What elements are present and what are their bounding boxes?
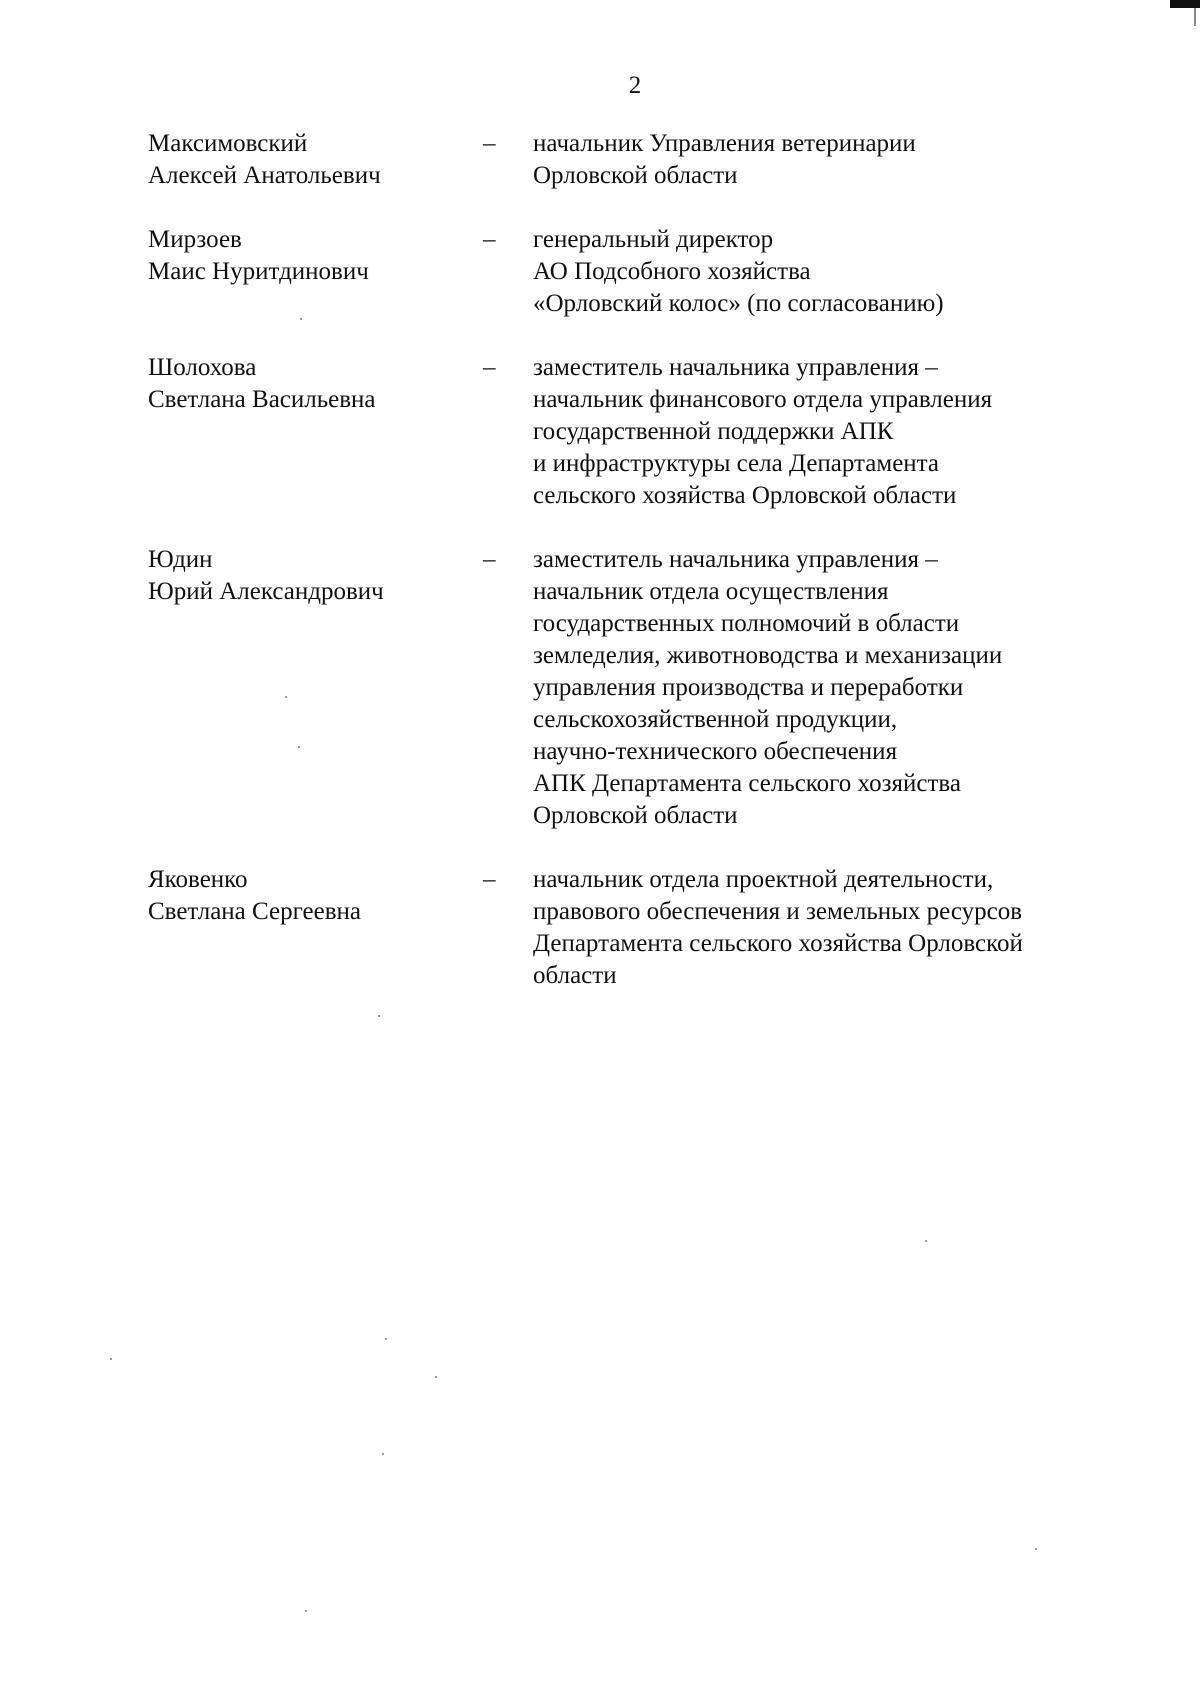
position-line: Департамента сельского хозяйства Орловской: [533, 930, 1023, 957]
member-name: [148, 544, 468, 608]
scan-speck: [285, 696, 287, 698]
dash-separator: –: [483, 130, 496, 157]
position-line: Орловской области: [533, 802, 738, 829]
position-line: генеральный директор: [533, 226, 774, 253]
scan-speck: [298, 746, 300, 748]
position-line: государственной поддержки АПК: [533, 418, 894, 445]
position-line: государственных полномочий в области: [533, 610, 960, 637]
dash-separator: –: [483, 354, 496, 381]
dash-separator: –: [483, 226, 496, 253]
scan-speck: [385, 1338, 387, 1340]
member-name: [148, 224, 468, 288]
dash-separator: –: [483, 866, 496, 893]
position-line: начальник отдела осуществления: [533, 578, 889, 605]
scan-speck: [305, 1610, 307, 1612]
scan-speck: [382, 1453, 384, 1455]
member-position: [533, 352, 1113, 512]
scan-speck: [925, 1240, 927, 1242]
position-line: управления производства и переработки: [533, 674, 964, 701]
name-line: Юрий Александрович: [148, 578, 384, 605]
position-line: начальник Управления ветеринарии: [533, 130, 916, 157]
member-name: [148, 864, 468, 928]
scan-corner-mark: [1170, 0, 1200, 8]
scan-speck: [300, 318, 302, 320]
position-line: «Орловский колос» (по согласованию): [533, 290, 944, 317]
position-line: АПК Департамента сельского хозяйства: [533, 770, 961, 797]
scan-speck: [378, 1015, 380, 1017]
position-line: заместитель начальника управления –: [533, 354, 938, 381]
page-number: 2: [628, 72, 642, 99]
position-line: заместитель начальника управления –: [533, 546, 938, 573]
name-line: Яковенко: [148, 866, 248, 893]
name-line: Шолохова: [148, 354, 257, 381]
member-position: [533, 544, 1113, 832]
position-line: начальник финансового отдела управления: [533, 386, 993, 413]
position-line: правового обеспечения и земельных ресурсов: [533, 898, 1023, 925]
name-line: Юдин: [148, 546, 213, 573]
dash-separator: –: [483, 546, 496, 573]
position-line: сельскохозяйственной продукции,: [533, 706, 898, 733]
name-line: Светлана Сергеевна: [148, 898, 362, 925]
position-line: области: [533, 962, 617, 989]
position-line: сельского хозяйства Орловской области: [533, 482, 957, 509]
scan-speck: [110, 1358, 112, 1360]
position-line: Орловской области: [533, 162, 738, 189]
name-line: Алексей Анатольевич: [148, 162, 381, 189]
name-line: Мирзоев: [148, 226, 242, 253]
name-line: Максимовский: [148, 130, 308, 157]
position-line: начальник отдела проектной деятельности,: [533, 866, 994, 893]
member-name: [148, 128, 468, 192]
scan-edge-line: [1194, 8, 1196, 26]
name-line: Светлана Васильевна: [148, 386, 376, 413]
member-position: [533, 224, 1113, 320]
position-line: АО Подсобного хозяйства: [533, 258, 811, 285]
name-line: Маис Нуритдинович: [148, 258, 369, 285]
position-line: научно-технического обеспечения: [533, 738, 898, 765]
scan-speck: [435, 1376, 437, 1378]
member-name: [148, 352, 468, 416]
scan-speck: [1035, 1548, 1037, 1550]
member-position: [533, 864, 1113, 992]
member-position: [533, 128, 1113, 192]
position-line: земледелия, животноводства и механизации: [533, 642, 1003, 669]
position-line: и инфраструктуры села Департамента: [533, 450, 940, 477]
